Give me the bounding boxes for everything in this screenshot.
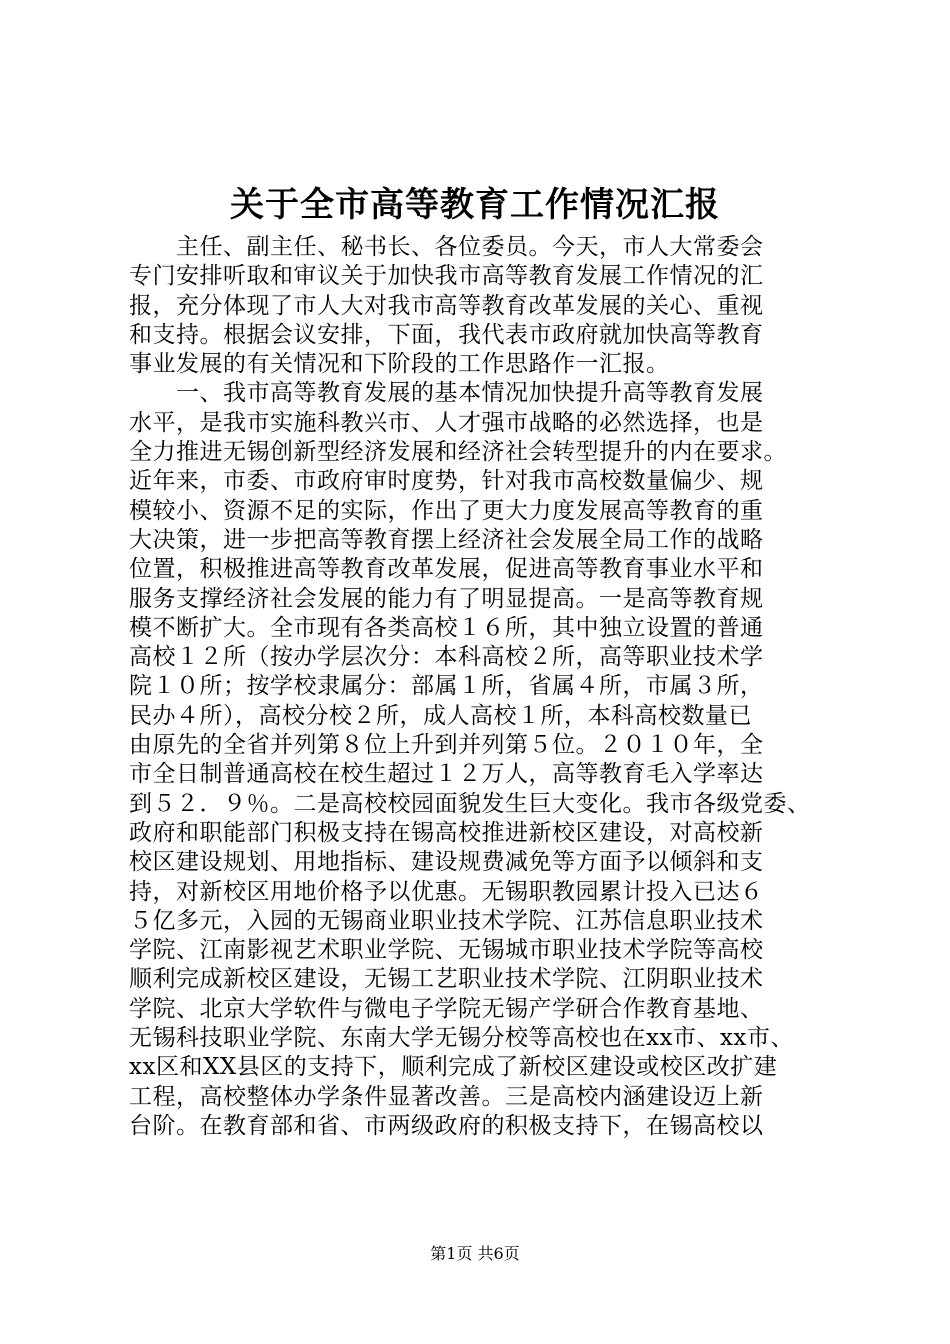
body-line: 市全日制普通高校在校生超过１２万人，高等教育毛入学率达 bbox=[129, 761, 764, 788]
body-line: 模不断扩大。全市现有各类高校１６所，其中独立设置的普通 bbox=[129, 614, 764, 641]
body-line: 专门安排听取和审议关于加快我市高等教育发展工作情况的汇 bbox=[129, 263, 764, 290]
body-line: 事业发展的有关情况和下阶段的工作思路作一汇报。 bbox=[129, 351, 670, 378]
body-line: 学院、北京大学软件与微电子学院无锡产学研合作教育基地、 bbox=[129, 995, 764, 1022]
body-line: 一、我市高等教育发展的基本情况加快提升高等教育发展 bbox=[129, 380, 764, 407]
body-line: 持，对新校区用地价格予以优惠。无锡职教园累计投入已达６ bbox=[129, 878, 764, 905]
body-line: 和支持。根据会议安排，下面，我代表市政府就加快高等教育 bbox=[129, 321, 764, 348]
body-line: 模较小、资源不足的实际，作出了更大力度发展高等教育的重 bbox=[129, 497, 764, 524]
body-line: 校区建设规划、用地指标、建设规费减免等方面予以倾斜和支 bbox=[129, 849, 764, 876]
body-line: ５亿多元，入园的无锡商业职业技术学院、江苏信息职业技术 bbox=[129, 907, 764, 934]
body-line: 主任、副主任、秘书长、各位委员。今天，市人大常委会 bbox=[129, 234, 764, 260]
body-line: 台阶。在教育部和省、市两级政府的积极支持下，在锡高校以 bbox=[129, 1112, 764, 1139]
body-line: 高校１２所（按办学层次分：本科高校２所，高等职业技术学 bbox=[129, 644, 764, 671]
body-line: 学院、江南影视艺术职业学院、无锡城市职业技术学院等高校 bbox=[129, 937, 764, 964]
document-body bbox=[129, 233, 839, 1141]
body-line: 水平，是我市实施科教兴市、人才强市战略的必然选择，也是 bbox=[129, 409, 764, 436]
body-line: 近年来，市委、市政府审时度势，针对我市高校数量偏少、规 bbox=[129, 468, 764, 495]
body-line: 全力推进无锡创新型经济发展和经济社会转型提升的内在要求。 bbox=[129, 439, 787, 466]
body-line: 工程，高校整体办学条件显著改善。三是高校内涵建设迈上新 bbox=[129, 1083, 764, 1110]
body-line: 到５２．９％。二是高校校园面貌发生巨大变化。我市各级党委、 bbox=[129, 790, 811, 817]
body-line: 无锡科技职业学院、东南大学无锡分校等高校也在xx市、xx市、 bbox=[129, 1025, 794, 1052]
body-line: xx区和XX县区的支持下，顺利完成了新校区建设或校区改扩建 bbox=[129, 1054, 778, 1081]
body-line: 位置，积极推进高等教育改革发展，促进高等教育事业水平和 bbox=[129, 556, 764, 583]
body-line: 民办４所），高校分校２所，成人高校１所，本科高校数量已 bbox=[129, 702, 752, 729]
body-line: 政府和职能部门积极支持在锡高校推进新校区建设，对高校新 bbox=[129, 819, 764, 846]
body-line: 由原先的全省并列第８位上升到并列第５位。２０１０年，全 bbox=[129, 732, 764, 759]
body-line: 服务支撑经济社会发展的能力有了明显提高。一是高等教育规 bbox=[129, 585, 764, 612]
document-title: 关于全市高等教育工作情况汇报 bbox=[230, 185, 720, 225]
body-line: 顺利完成新校区建设，无锡工艺职业技术学院、江阴职业技术 bbox=[129, 966, 764, 993]
page-footer: 第1页 共6页 bbox=[430, 1244, 520, 1263]
body-line: 报，充分体现了市人大对我市高等教育改革发展的关心、重视 bbox=[129, 292, 764, 319]
body-line: 院１０所；按学校隶属分：部属１所，省属４所，市属３所， bbox=[129, 673, 764, 700]
body-line: 大决策，进一步把高等教育摆上经济社会发展全局工作的战略 bbox=[129, 526, 764, 553]
